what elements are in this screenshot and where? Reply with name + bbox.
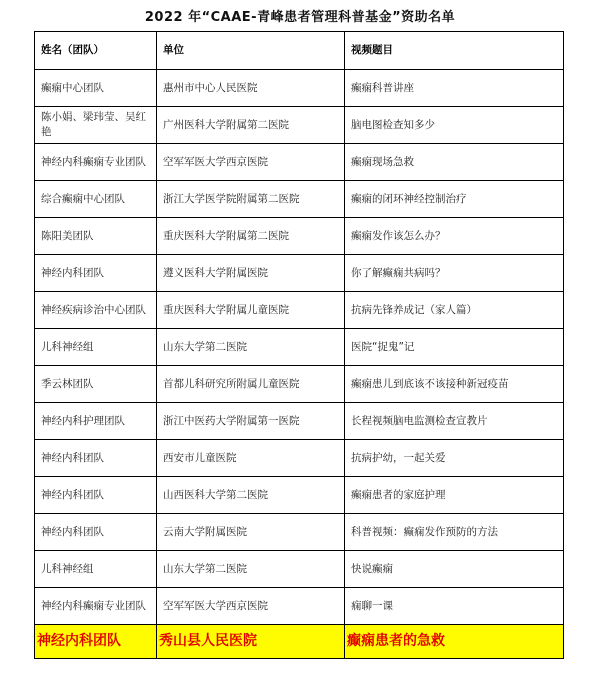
page-title: 2022 年“CAAE-青峰患者管理科普基金”资助名单 <box>144 10 456 25</box>
cell-unit: 首都儿科研究所附属儿童医院 <box>157 366 345 403</box>
cell-name: 陈小娟、梁玮莹、吴红艳 <box>35 107 157 144</box>
cell-name: 癫痫中心团队 <box>35 70 157 107</box>
cell-topic: 痫聊一课 <box>345 588 564 625</box>
cell-name: 神经内科团队 <box>35 255 157 292</box>
highlight-cell-topic <box>345 625 564 659</box>
table-row <box>35 70 564 107</box>
table-row <box>35 144 564 181</box>
cell-unit: 山西医科大学第二医院 <box>157 477 345 514</box>
highlight-cell-unit <box>157 625 345 659</box>
cell-topic: 癫痫患儿到底该不该接种新冠疫苗 <box>345 366 564 403</box>
table-header-row <box>35 32 564 70</box>
cell-name: 神经内科癫痫专业团队 <box>35 588 157 625</box>
cell-name: 神经疾病诊治中心团队 <box>35 292 157 329</box>
table-row <box>35 477 564 514</box>
cell-unit: 空军军医大学西京医院 <box>157 588 345 625</box>
table-row <box>35 181 564 218</box>
cell-name: 综合癫痫中心团队 <box>35 181 157 218</box>
highlight-cell-name <box>35 625 157 659</box>
cell-unit: 惠州市中心人民医院 <box>157 70 345 107</box>
highlight-unit-text: 秀山县人民医院 <box>159 633 257 649</box>
award-table <box>34 31 564 659</box>
header-name: 姓名（团队） <box>35 32 157 70</box>
table-row <box>35 366 564 403</box>
cell-topic: 医院“捉鬼”记 <box>345 329 564 366</box>
cell-name: 陈阳美团队 <box>35 218 157 255</box>
cell-topic: 你了解癫痫共病吗？ <box>345 255 564 292</box>
cell-unit: 广州医科大学附属第二医院 <box>157 107 345 144</box>
table-row <box>35 403 564 440</box>
cell-name: 神经内科团队 <box>35 440 157 477</box>
cell-unit: 云南大学附属医院 <box>157 514 345 551</box>
cell-name: 儿科神经组 <box>35 329 157 366</box>
cell-name: 儿科神经组 <box>35 551 157 588</box>
table-row <box>35 255 564 292</box>
cell-name: 神经内科癫痫专业团队 <box>35 144 157 181</box>
cell-topic: 癫痫现场急救 <box>345 144 564 181</box>
cell-name: 神经内科团队 <box>35 514 157 551</box>
table-row <box>35 329 564 366</box>
cell-unit: 山东大学第二医院 <box>157 329 345 366</box>
table-row <box>35 292 564 329</box>
table-row <box>35 218 564 255</box>
cell-topic: 长程视频脑电监测检查宣教片 <box>345 403 564 440</box>
cell-unit: 浙江大学医学院附属第二医院 <box>157 181 345 218</box>
table-row <box>35 107 564 144</box>
header-unit: 单位 <box>157 32 345 70</box>
cell-topic: 脑电图检查知多少 <box>345 107 564 144</box>
cell-topic: 快说癫痫 <box>345 551 564 588</box>
cell-topic: 癫痫科普讲座 <box>345 70 564 107</box>
highlight-name-text: 神经内科团队 <box>37 633 121 649</box>
header-topic: 视频题目 <box>345 32 564 70</box>
table-row <box>35 551 564 588</box>
cell-topic: 抗病护幼，一起关爱 <box>345 440 564 477</box>
cell-unit: 浙江中医药大学附属第一医院 <box>157 403 345 440</box>
cell-topic: 科普视频：癫痫发作预防的方法 <box>345 514 564 551</box>
cell-unit: 重庆医科大学附属儿童医院 <box>157 292 345 329</box>
cell-topic: 抗病先锋养成记（家人篇） <box>345 292 564 329</box>
highlighted-table-row <box>35 625 564 659</box>
table-row <box>35 440 564 477</box>
table-row <box>35 588 564 625</box>
cell-topic: 癫痫的闭环神经控制治疗 <box>345 181 564 218</box>
cell-unit: 空军军医大学西京医院 <box>157 144 345 181</box>
highlight-topic-text: 癫痫患者的急救 <box>347 633 445 649</box>
cell-unit: 西安市儿童医院 <box>157 440 345 477</box>
cell-name: 神经内科团队 <box>35 477 157 514</box>
cell-topic: 癫痫发作该怎么办？ <box>345 218 564 255</box>
cell-unit: 重庆医科大学附属第二医院 <box>157 218 345 255</box>
cell-unit: 遵义医科大学附属医院 <box>157 255 345 292</box>
cell-topic: 癫痫患者的家庭护理 <box>345 477 564 514</box>
cell-name: 神经内科护理团队 <box>35 403 157 440</box>
cell-name: 季云林团队 <box>35 366 157 403</box>
cell-unit: 山东大学第二医院 <box>157 551 345 588</box>
table-row <box>35 514 564 551</box>
